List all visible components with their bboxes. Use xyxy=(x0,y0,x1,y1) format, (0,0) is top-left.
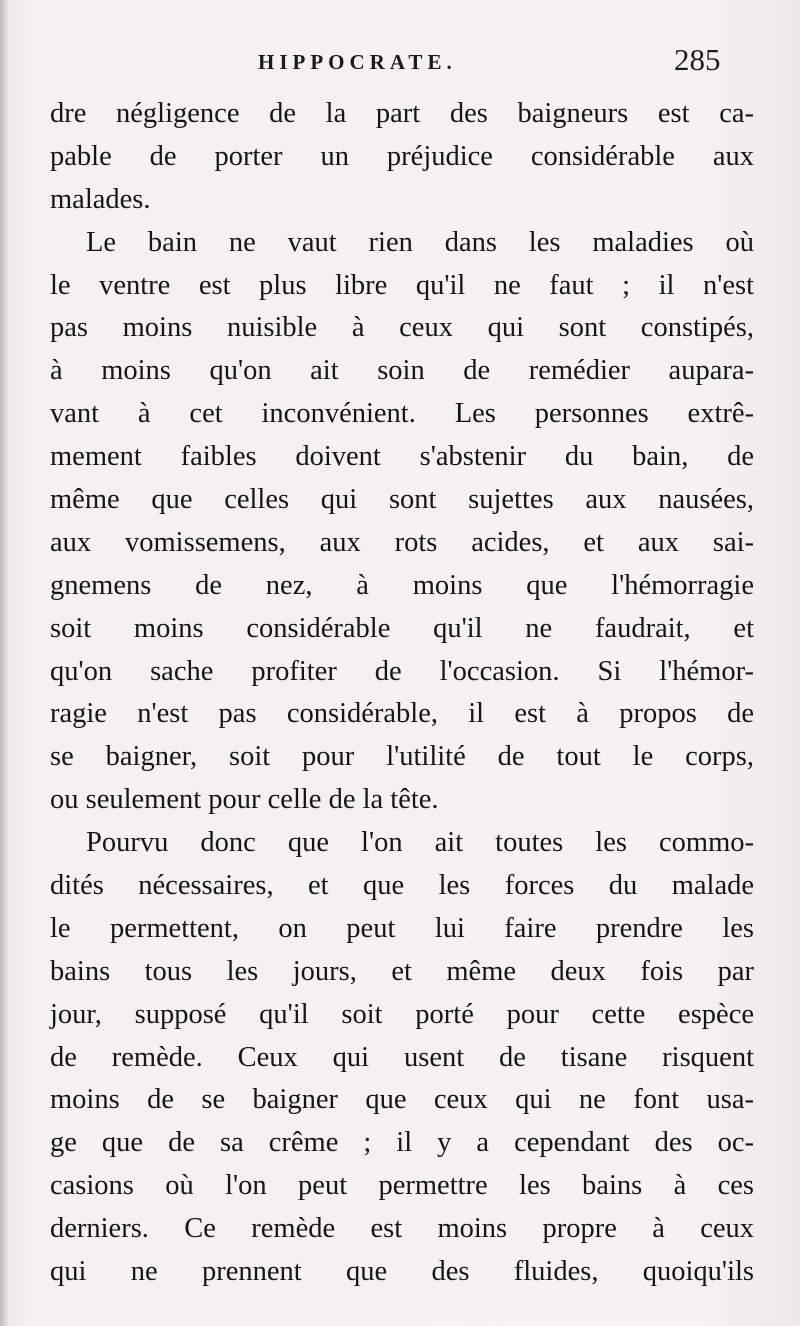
text-line: dre négligence de la part des baigneurs est ca- xyxy=(50,98,754,129)
text-line: jour, supposé qu'il soit porté pour cette espèce xyxy=(50,998,754,1030)
text-line: le ventre est plus libre qu'il ne faut ; il n'est xyxy=(50,269,754,301)
text-line: pas moins nuisible à ceux qui sont constipés, xyxy=(50,312,754,344)
text-line: aux vomissemens, aux rots acides, et aux sai- xyxy=(50,526,754,558)
text-line: derniers. Ce remède est moins propre à ceux xyxy=(50,1213,754,1245)
text-line: qui ne prennent que des fluides, quoiqu'ils xyxy=(50,1256,754,1288)
text-line: dités nécessaires, et que les forces du malade xyxy=(50,870,754,902)
text-line: soit moins considérable qu'il ne faudrait, et xyxy=(50,612,754,644)
text-line: vant à cet inconvénient. Les personnes extrê- xyxy=(50,398,754,430)
text-line: gnemens de nez, à moins que l'hémorragie xyxy=(50,569,754,601)
text-line: ge que de sa crême ; il y a cependant des oc- xyxy=(50,1127,754,1159)
page-number: 285 xyxy=(674,42,721,77)
page-gutter-shadow xyxy=(0,0,8,1326)
text-line: pable de porter un préjudice considérable aux xyxy=(50,140,754,172)
text-line: à moins qu'on ait soin de remédier aupara- xyxy=(50,355,754,387)
text-line: qu'on sache profiter de l'occasion. Si l'hémor- xyxy=(50,655,754,687)
text-line: ou seulement pour celle de la tête. xyxy=(50,784,439,816)
text-line: bains tous les jours, et même deux fois par xyxy=(50,955,754,987)
text-line: se baigner, soit pour l'utilité de tout le corps, xyxy=(50,741,754,773)
text-line: même que celles qui sont sujettes aux nausées, xyxy=(50,484,754,516)
text-line: le permettent, on peut lui faire prendre les xyxy=(50,912,754,944)
text-line: mement faibles doivent s'abstenir du bain, de xyxy=(50,441,754,473)
text-line: ragie n'est pas considérable, il est à propos de xyxy=(50,698,754,730)
text-line: moins de se baigner que ceux qui ne font usa- xyxy=(50,1084,754,1116)
running-title: HIPPOCRATE. xyxy=(258,50,457,74)
text-line: Le bain ne vaut rien dans les maladies où xyxy=(86,226,754,258)
text-line: de remède. Ceux qui usent de tisane risquent xyxy=(50,1041,754,1073)
body-text xyxy=(50,93,754,1294)
text-line: Pourvu donc que l'on ait toutes les commo- xyxy=(86,827,754,859)
page-header xyxy=(0,40,800,80)
text-line: casions où l'on peut permettre les bains à ces xyxy=(50,1170,754,1202)
text-line: malades. xyxy=(50,183,151,215)
